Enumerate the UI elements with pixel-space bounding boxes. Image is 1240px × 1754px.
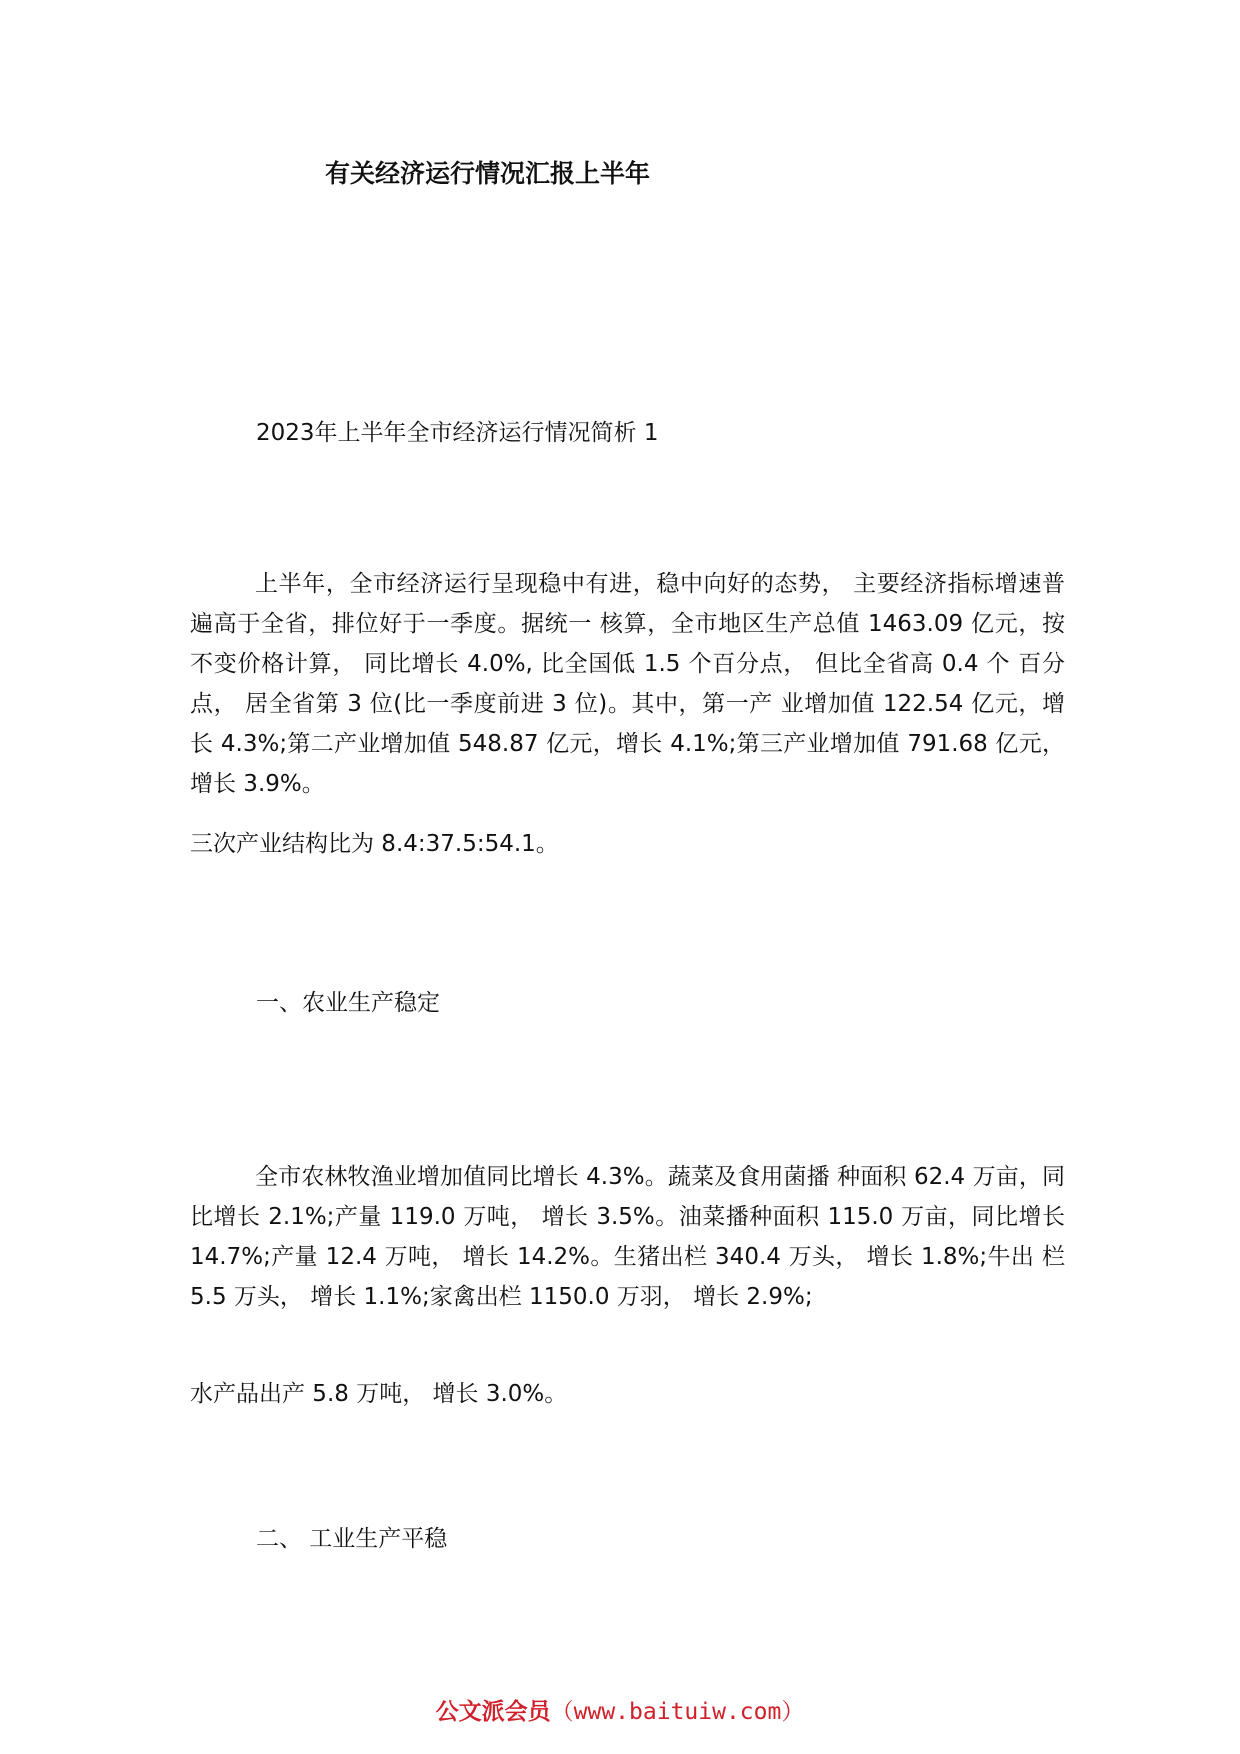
paragraph-overview: 上半年，全市经济运行呈现稳中有进，稳中向好的态势， 主要经济指标增速普遍高于全省，排位好于一季度。据统一 核算，全市地区生产总值 1463.09 亿元，按不变价格计算， 同比增长 4.0%, 比全国低 1.5 个百分点， 但比全省高 0.4 个 百分点， 居全省第 3 位(比一季度前进 3 位)。其中，第一产 业增加值 122.54 亿元，增长 4.3%;第二产业增加值 548.87 亿元，增长 4.1%;第三产业增加值 791.68 亿元，增长 3.9%。	[190, 571, 1065, 797]
paragraph-agriculture: 全市农林牧渔业增加值同比增长 4.3%。蔬菜及食用菌播 种面积 62.4 万亩，同比增长 2.1%;产量 119.0 万吨， 增长 3.5%。油菜播种面积 115.0 万亩，同比增长 14.7%;产量 12.4 万吨， 增长 14.2%。生猪出栏 340.4 万头， 增长 1.8%;牛出 栏 5.5 万头， 增长 1.1%;家禽出栏 1150.0 万羽， 增长 2.9%;	[190, 1164, 1065, 1310]
footer-brand: 公文派会员	[435, 1699, 551, 1725]
paragraph-industry-structure: 三次产业结构比为 8.4:37.5:54.1。	[190, 831, 559, 857]
section-heading-industry: 二、 工业生产平稳	[256, 1526, 448, 1552]
document-title: 有关经济运行情况汇报上半年	[325, 159, 651, 188]
footer-url-link[interactable]: （www.baituiw.com）	[550, 1699, 805, 1725]
section-heading-agriculture: 一、农业生产稳定	[256, 990, 440, 1016]
paragraph-aquatic-products: 水产品出产 5.8 万吨， 增长 3.0%。	[190, 1381, 568, 1407]
document-subtitle: 2023年上半年全市经济运行情况简析 1	[256, 420, 659, 446]
footer-watermark	[0, 1693, 1240, 1726]
